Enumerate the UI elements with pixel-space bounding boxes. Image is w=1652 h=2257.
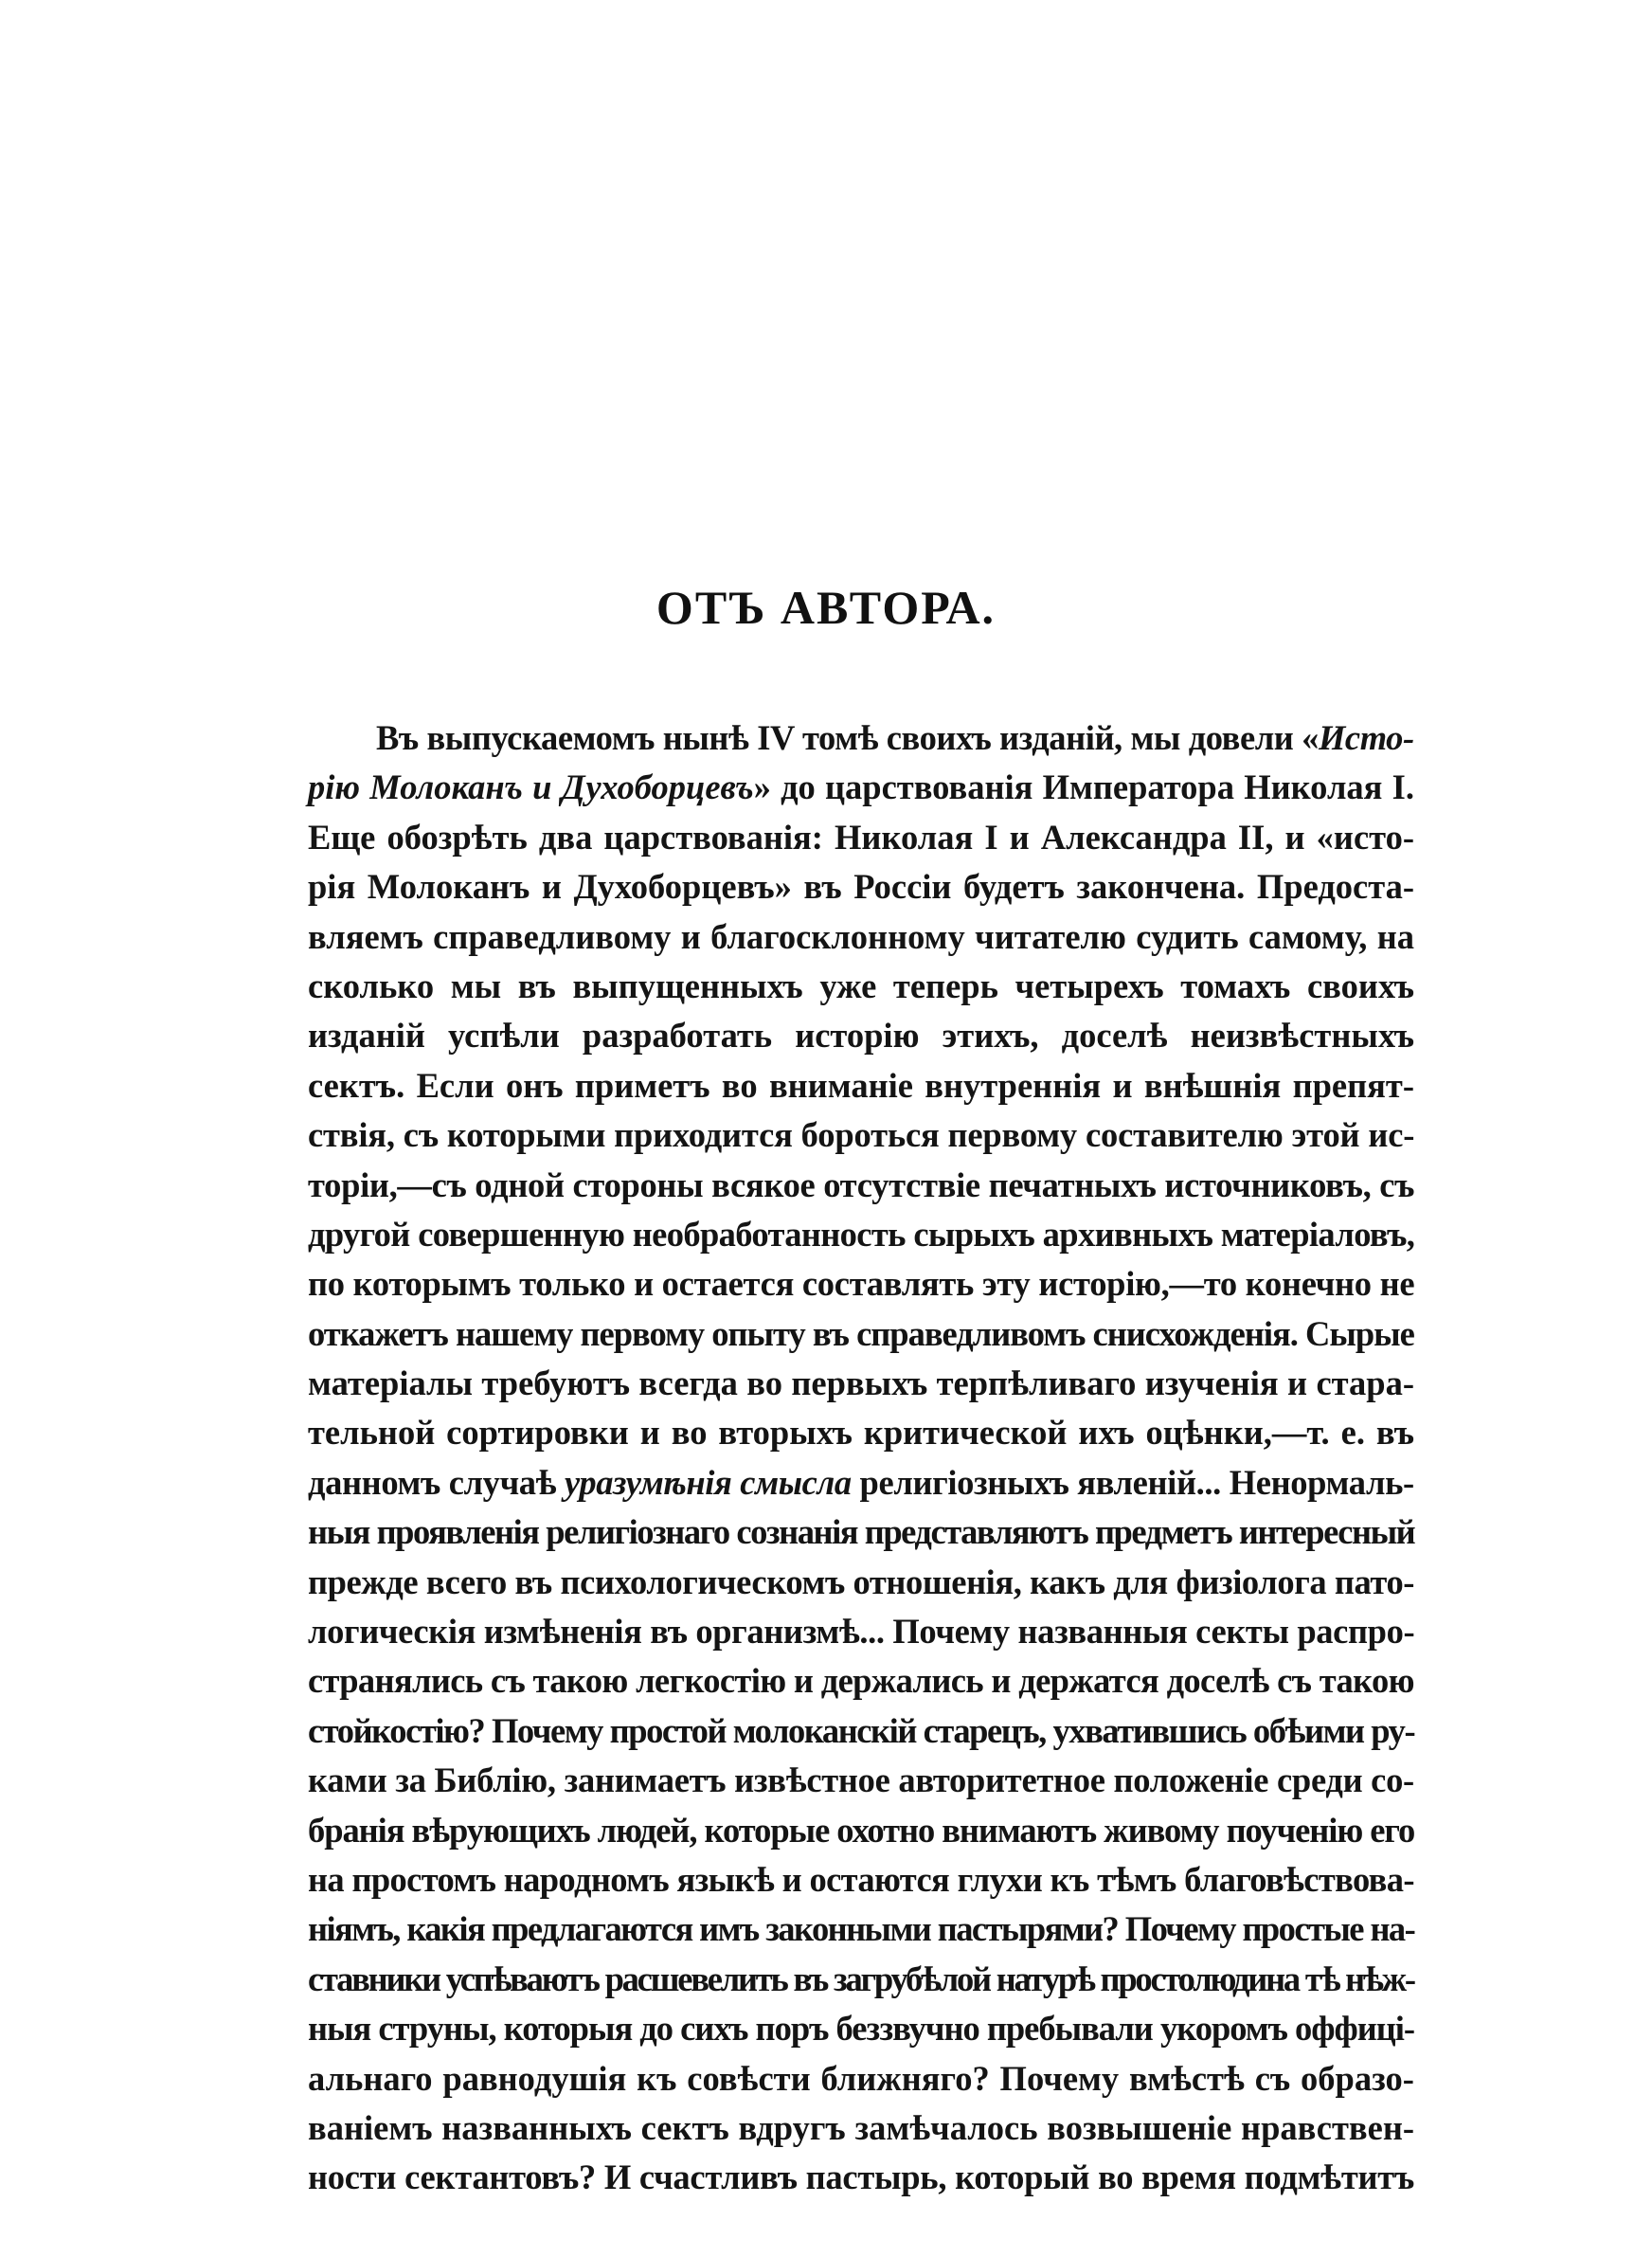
text-line: ствія, съ которыми приходится бороться первому составителю этой ис- — [308, 1115, 1415, 1155]
preface-text — [308, 713, 1414, 2203]
text-line: тельной сортировки и во вторыхъ критической ихъ оцѣнки,—т. е. въ — [308, 1413, 1415, 1453]
text-line: сколько мы въ выпущенныхъ уже теперь четырехъ томахъ своихъ — [308, 966, 1415, 1005]
text-line: ныя проявленія религіознаго сознанія представляютъ предметъ интересный — [308, 1512, 1415, 1552]
page-title: ОТЪ АВТОРА. — [655, 581, 997, 634]
text-line: ками за Библію, занимаетъ извѣстное авторитетное положеніе среди со- — [308, 1760, 1414, 1800]
text-line: торіи,—съ одной стороны всякое отсутствіе печатныхъ источниковъ, съ — [308, 1165, 1415, 1204]
text-line: вляемъ справедливому и благосклонному читателю судить самому, на — [308, 916, 1414, 956]
text-line: альнаго равнодушія къ совѣсти ближняго? Почему вмѣстѣ съ образо- — [308, 2058, 1414, 2098]
text-line: ваніемъ названныхъ сектъ вдругъ замѣчалось возвышеніе нравствен- — [308, 2107, 1415, 2147]
text-line: сектъ. Если онъ приметъ во вниманіе внутреннія и внѣшнія препят- — [308, 1065, 1414, 1105]
text-line: матеріалы требуютъ всегда во первыхъ терпѣливаго изученія и стара- — [308, 1363, 1414, 1403]
text-line: данномъ случаѣ уразумѣнія смысла религіозныхъ явленій... Ненормаль- — [308, 1462, 1414, 1502]
text-line: рія Молоканъ и Духоборцевъ» въ Россіи будетъ закончена. Предоста- — [308, 867, 1415, 907]
text-line: Въ выпускаемомъ нынѣ IV томѣ своихъ изданій, мы довели «Исто- — [376, 718, 1414, 757]
text-line: странялись съ такою легкостію и держались и держатся доселѣ съ такою — [308, 1661, 1414, 1701]
text-line: на простомъ народномъ языкѣ и остаются глухи къ тѣмъ благовѣствова- — [308, 1859, 1414, 1899]
text-line: ныя струны, которыя до сихъ поръ беззвучно пребывали укоромъ оффиці- — [308, 2009, 1415, 2049]
text-line: логическія измѣненія въ организмѣ... Почему названныя секты распро- — [308, 1612, 1415, 1652]
text-line: другой совершенную необработанность сырыхъ архивныхъ матеріаловъ, — [308, 1214, 1415, 1254]
text-line: изданій успѣли разработать исторію этихъ, доселѣ неизвѣстныхъ — [308, 1016, 1414, 1056]
text-line: рію Молоканъ и Духоборцевъ» до царствованія Императора Николая I. — [308, 767, 1414, 807]
text-line: стойкостію? Почему простой молоканскій старецъ, ухватившись обѣими ру- — [308, 1710, 1415, 1750]
text-line: прежде всего въ психологическомъ отношенія, какъ для физіолога пато- — [308, 1562, 1415, 1601]
text-line: бранія вѣрующихъ людей, которые охотно внимаютъ живому поученію его — [308, 1810, 1415, 1850]
text-line: ніямъ, какія предлагаются имъ законными пастырями? Почему простые на- — [308, 1909, 1415, 1949]
text-line: ности сектантовъ? И счастливъ пастырь, который во время подмѣтитъ — [308, 2158, 1414, 2197]
text-line: ставники успѣваютъ расшевелить въ загрубѣлой натурѣ простолюдина тѣ нѣж- — [308, 1959, 1414, 1998]
text-line: Еще обозрѣть два царствованія: Николая I и Александра II, и «исто- — [308, 817, 1414, 857]
text-line: по которымъ только и остается составлять эту исторію,—то конечно не — [308, 1264, 1415, 1304]
text-line: откажетъ нашему первому опыту въ справедливомъ снисхожденія. Сырые — [308, 1313, 1414, 1353]
